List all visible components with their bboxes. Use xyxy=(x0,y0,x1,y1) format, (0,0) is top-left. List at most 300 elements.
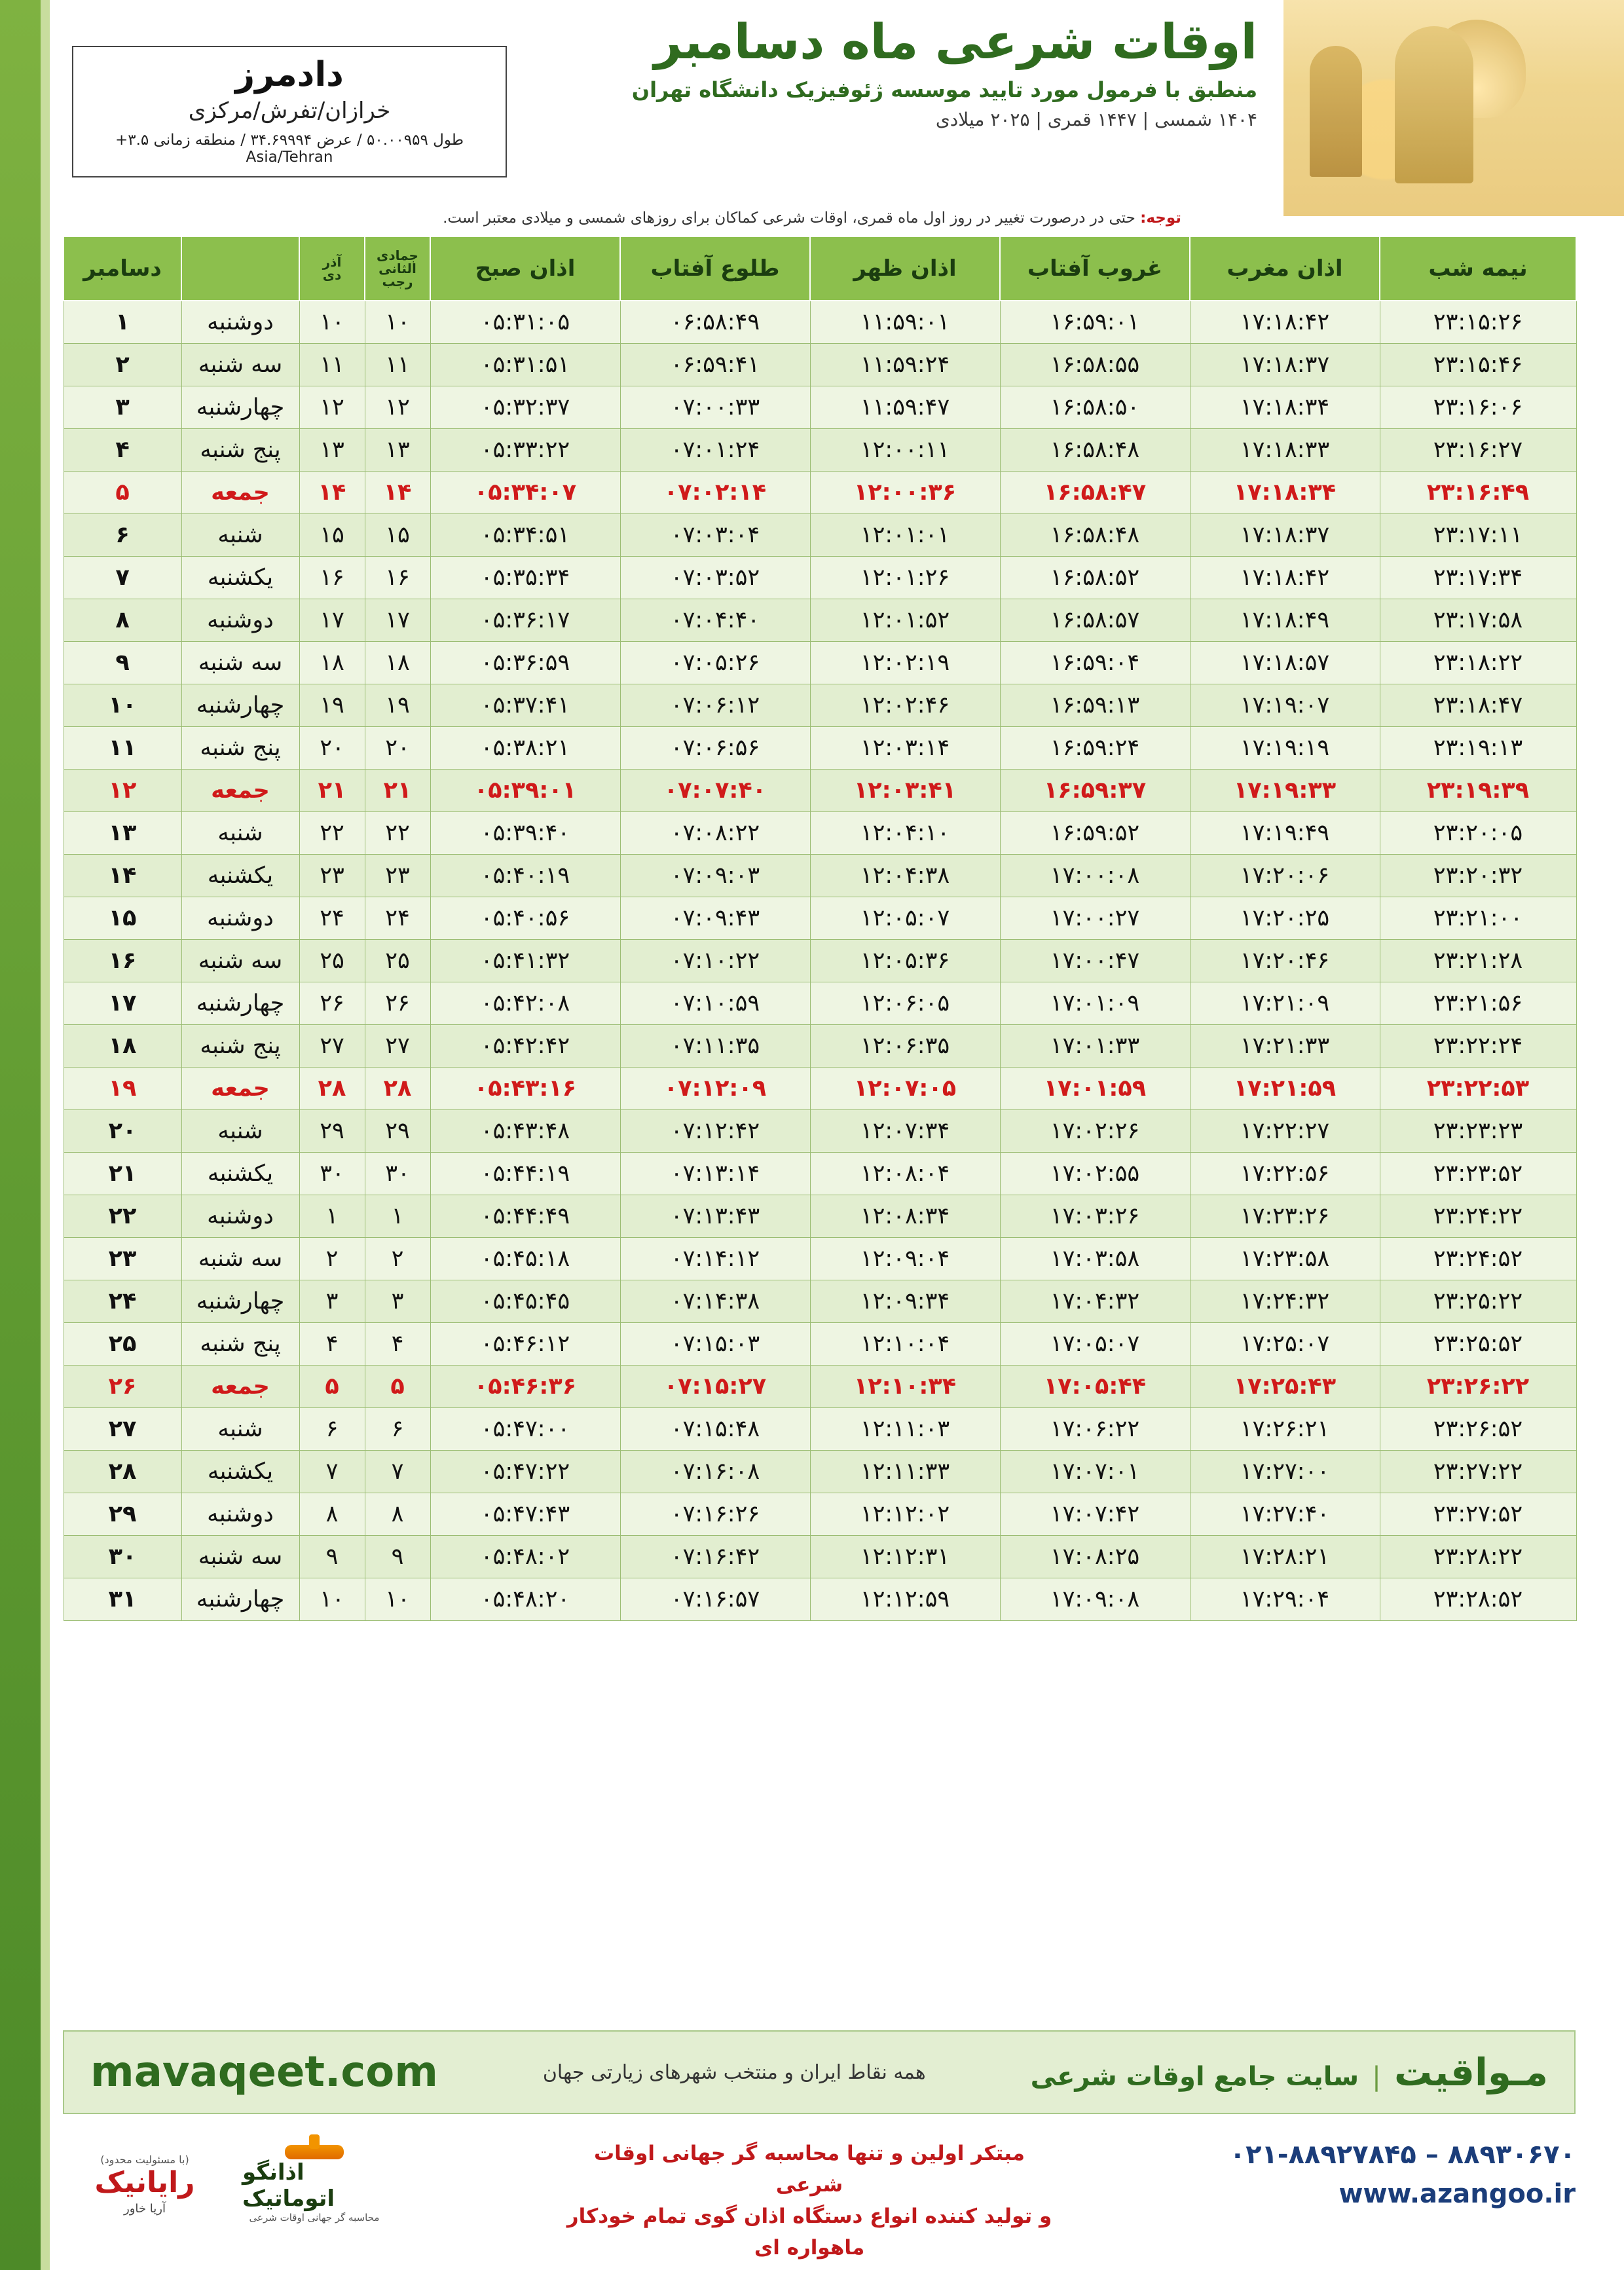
cell-gregorian: ۱۴ xyxy=(64,855,181,897)
cell-dhuhr: ۱۲:۰۲:۴۶ xyxy=(810,684,1000,727)
table-row xyxy=(64,1110,1576,1153)
cell-fajr: ۰۵:۳۲:۳۷ xyxy=(430,386,620,429)
cell-weekday: دوشنبه xyxy=(181,1195,299,1238)
cell-sunset: ۱۶:۵۸:۴۸ xyxy=(1000,514,1190,557)
cell-fajr: ۰۵:۳۳:۲۲ xyxy=(430,429,620,472)
cell-hijri: ۹ xyxy=(365,1536,430,1578)
cell-hijri: ۱۸ xyxy=(365,642,430,684)
col-maghrib: اذان مغرب xyxy=(1190,236,1380,301)
cell-sunset: ۱۷:۰۲:۵۵ xyxy=(1000,1153,1190,1195)
table-row xyxy=(64,982,1576,1025)
cell-gregorian: ۲۵ xyxy=(64,1323,181,1366)
cell-solar: ۲۱ xyxy=(299,770,365,812)
cell-weekday: چهارشنبه xyxy=(181,982,299,1025)
cell-maghrib: ۱۷:۲۳:۵۸ xyxy=(1190,1238,1380,1280)
cell-weekday: جمعه xyxy=(181,472,299,514)
cell-midnight: ۲۳:۲۸:۲۲ xyxy=(1380,1536,1576,1578)
cell-fajr: ۰۵:۴۵:۱۸ xyxy=(430,1238,620,1280)
cell-midnight: ۲۳:۲۱:۲۸ xyxy=(1380,940,1576,982)
footer-desc-line1: مبتکر اولین و تنها محاسبه گر جهانی اوقات شرعی xyxy=(594,2142,1025,2197)
footer-phone: ۰۲۱-۸۸۹۲۷۸۴۵ – ۸۸۹۳۰۶۷۰ xyxy=(1229,2140,1576,2170)
cell-maghrib: ۱۷:۲۹:۰۴ xyxy=(1190,1578,1380,1621)
cell-hijri: ۶ xyxy=(365,1408,430,1451)
cell-solar: ۱۰ xyxy=(299,1578,365,1621)
cell-fajr: ۰۵:۴۸:۰۲ xyxy=(430,1536,620,1578)
city-coordinates: طول ۵۰.۰۰۹۵۹ / عرض ۳۴.۶۹۹۹۴ / منطقه زمانی ۳.۵+ Asia/Tehran xyxy=(115,132,464,166)
cell-weekday: یکشنبه xyxy=(181,1451,299,1493)
cell-midnight: ۲۳:۲۳:۲۳ xyxy=(1380,1110,1576,1153)
cell-gregorian: ۱۵ xyxy=(64,897,181,940)
col-hijri xyxy=(365,236,430,301)
table-row xyxy=(64,514,1576,557)
cell-maghrib: ۱۷:۱۸:۳۳ xyxy=(1190,429,1380,472)
footer-brand-sep: | xyxy=(1372,2062,1381,2092)
cell-maghrib: ۱۷:۱۸:۳۷ xyxy=(1190,514,1380,557)
cell-weekday: دوشنبه xyxy=(181,897,299,940)
cell-weekday: سه شنبه xyxy=(181,344,299,386)
table-row xyxy=(64,557,1576,599)
cell-fajr: ۰۵:۴۲:۴۲ xyxy=(430,1025,620,1068)
cell-maghrib: ۱۷:۲۰:۲۵ xyxy=(1190,897,1380,940)
cell-fajr: ۰۵:۴۵:۴۵ xyxy=(430,1280,620,1323)
cell-dhuhr: ۱۲:۰۳:۱۴ xyxy=(810,727,1000,770)
cell-midnight: ۲۳:۲۲:۲۴ xyxy=(1380,1025,1576,1068)
cell-dhuhr: ۱۲:۰۴:۳۸ xyxy=(810,855,1000,897)
cell-maghrib: ۱۷:۲۲:۲۷ xyxy=(1190,1110,1380,1153)
footer-brand-band xyxy=(63,2030,1576,2114)
cell-sunrise: ۰۷:۰۰:۳۳ xyxy=(620,386,810,429)
cell-weekday: پنج شنبه xyxy=(181,1323,299,1366)
cell-gregorian: ۶ xyxy=(64,514,181,557)
cell-sunrise: ۰۷:۱۶:۵۷ xyxy=(620,1578,810,1621)
cell-sunset: ۱۶:۵۸:۴۷ xyxy=(1000,472,1190,514)
cell-dhuhr: ۱۲:۰۸:۰۴ xyxy=(810,1153,1000,1195)
cell-solar: ۵ xyxy=(299,1366,365,1408)
cell-hijri: ۲۲ xyxy=(365,812,430,855)
table-row xyxy=(64,855,1576,897)
cell-hijri: ۸ xyxy=(365,1493,430,1536)
cell-dhuhr: ۱۲:۰۸:۳۴ xyxy=(810,1195,1000,1238)
cell-solar: ۱۰ xyxy=(299,301,365,344)
cell-fajr: ۰۵:۴۷:۰۰ xyxy=(430,1408,620,1451)
col-fajr: اذان صبح xyxy=(430,236,620,301)
cell-weekday: پنج شنبه xyxy=(181,429,299,472)
cell-fajr: ۰۵:۴۶:۱۲ xyxy=(430,1323,620,1366)
cell-solar: ۱۷ xyxy=(299,599,365,642)
col-solar xyxy=(299,236,365,301)
cell-maghrib: ۱۷:۱۸:۳۴ xyxy=(1190,386,1380,429)
azangoo-icon xyxy=(285,2145,344,2159)
cell-midnight: ۲۳:۱۷:۱۱ xyxy=(1380,514,1576,557)
footer-web[interactable]: www.azangoo.ir xyxy=(1338,2179,1576,2209)
rayanik-logo xyxy=(63,2145,227,2223)
cell-midnight: ۲۳:۱۶:۰۶ xyxy=(1380,386,1576,429)
cell-maghrib: ۱۷:۲۱:۵۹ xyxy=(1190,1068,1380,1110)
cell-gregorian: ۹ xyxy=(64,642,181,684)
cell-hijri: ۲۱ xyxy=(365,770,430,812)
cell-dhuhr: ۱۲:۰۵:۳۶ xyxy=(810,940,1000,982)
table-header-row xyxy=(64,236,1576,301)
cell-gregorian: ۲۲ xyxy=(64,1195,181,1238)
cell-fajr: ۰۵:۳۵:۳۴ xyxy=(430,557,620,599)
table-row xyxy=(64,1025,1576,1068)
cell-sunset: ۱۶:۵۸:۵۵ xyxy=(1000,344,1190,386)
cell-weekday: سه شنبه xyxy=(181,1536,299,1578)
cell-sunset: ۱۷:۰۱:۰۹ xyxy=(1000,982,1190,1025)
cell-weekday: چهارشنبه xyxy=(181,1578,299,1621)
cell-sunrise: ۰۷:۰۳:۰۴ xyxy=(620,514,810,557)
page-subtitle: منطبق با فرمول مورد تایید موسسه ژئوفیزیک دانشگاه تهران xyxy=(631,77,1257,102)
cell-sunset: ۱۶:۵۸:۵۰ xyxy=(1000,386,1190,429)
cell-solar: ۱ xyxy=(299,1195,365,1238)
cell-hijri: ۲ xyxy=(365,1238,430,1280)
footer-bottom xyxy=(63,2129,1576,2260)
cell-sunrise: ۰۷:۰۶:۵۶ xyxy=(620,727,810,770)
cell-maghrib: ۱۷:۲۰:۰۶ xyxy=(1190,855,1380,897)
cell-sunset: ۱۷:۰۹:۰۸ xyxy=(1000,1578,1190,1621)
cell-weekday: جمعه xyxy=(181,770,299,812)
footer-contact xyxy=(1230,2135,1576,2214)
cell-gregorian: ۳ xyxy=(64,386,181,429)
cell-solar: ۱۵ xyxy=(299,514,365,557)
decorative-left-band-inner xyxy=(41,0,50,2270)
cell-sunset: ۱۷:۰۲:۲۶ xyxy=(1000,1110,1190,1153)
cell-sunset: ۱۷:۰۴:۳۲ xyxy=(1000,1280,1190,1323)
footer-description xyxy=(561,2138,1058,2263)
table-row xyxy=(64,1578,1576,1621)
cell-sunset: ۱۶:۵۹:۰۴ xyxy=(1000,642,1190,684)
cell-hijri: ۲۸ xyxy=(365,1068,430,1110)
cell-fajr: ۰۵:۳۹:۰۱ xyxy=(430,770,620,812)
col-sunset: غروب آفتاب xyxy=(1000,236,1190,301)
cell-sunrise: ۰۶:۵۹:۴۱ xyxy=(620,344,810,386)
cell-gregorian: ۳۰ xyxy=(64,1536,181,1578)
table-row xyxy=(64,1408,1576,1451)
cell-midnight: ۲۳:۲۸:۵۲ xyxy=(1380,1578,1576,1621)
cell-gregorian: ۲۴ xyxy=(64,1280,181,1323)
cell-midnight: ۲۳:۲۵:۲۲ xyxy=(1380,1280,1576,1323)
cell-solar: ۳۰ xyxy=(299,1153,365,1195)
cell-hijri: ۱۰ xyxy=(365,1578,430,1621)
cell-weekday: شنبه xyxy=(181,1408,299,1451)
cell-sunset: ۱۶:۵۹:۱۳ xyxy=(1000,684,1190,727)
cell-sunrise: ۰۷:۱۵:۲۷ xyxy=(620,1366,810,1408)
table-row xyxy=(64,770,1576,812)
cell-midnight: ۲۳:۲۲:۵۳ xyxy=(1380,1068,1576,1110)
cell-maghrib: ۱۷:۲۱:۳۳ xyxy=(1190,1025,1380,1068)
cell-gregorian: ۴ xyxy=(64,429,181,472)
footer-logos xyxy=(63,2129,521,2240)
col-dhuhr: اذان ظهر xyxy=(810,236,1000,301)
cell-maghrib: ۱۷:۱۹:۳۳ xyxy=(1190,770,1380,812)
cell-midnight: ۲۳:۲۶:۵۲ xyxy=(1380,1408,1576,1451)
city-info-box xyxy=(72,46,507,177)
cell-dhuhr: ۱۲:۰۲:۱۹ xyxy=(810,642,1000,684)
cell-solar: ۲۶ xyxy=(299,982,365,1025)
cell-solar: ۱۴ xyxy=(299,472,365,514)
cell-gregorian: ۲۹ xyxy=(64,1493,181,1536)
cell-dhuhr: ۱۱:۵۹:۰۱ xyxy=(810,301,1000,344)
title-block xyxy=(432,14,1257,130)
cell-gregorian: ۱ xyxy=(64,301,181,344)
cell-sunrise: ۰۷:۰۹:۰۳ xyxy=(620,855,810,897)
cell-weekday: شنبه xyxy=(181,514,299,557)
cell-sunset: ۱۷:۰۳:۵۸ xyxy=(1000,1238,1190,1280)
table-row xyxy=(64,897,1576,940)
cell-maghrib: ۱۷:۱۸:۴۲ xyxy=(1190,557,1380,599)
cell-hijri: ۱۳ xyxy=(365,429,430,472)
cell-fajr: ۰۵:۴۴:۴۹ xyxy=(430,1195,620,1238)
cell-sunrise: ۰۷:۱۱:۳۵ xyxy=(620,1025,810,1068)
cell-solar: ۴ xyxy=(299,1323,365,1366)
cell-sunset: ۱۷:۰۷:۰۱ xyxy=(1000,1451,1190,1493)
cell-fajr: ۰۵:۳۸:۲۱ xyxy=(430,727,620,770)
cell-maghrib: ۱۷:۲۸:۲۱ xyxy=(1190,1536,1380,1578)
cell-dhuhr: ۱۲:۰۹:۳۴ xyxy=(810,1280,1000,1323)
cell-fajr: ۰۵:۴۱:۳۲ xyxy=(430,940,620,982)
cell-sunrise: ۰۷:۱۰:۵۹ xyxy=(620,982,810,1025)
cell-hijri: ۱ xyxy=(365,1195,430,1238)
cell-sunset: ۱۷:۰۰:۰۸ xyxy=(1000,855,1190,897)
cell-solar: ۶ xyxy=(299,1408,365,1451)
cell-gregorian: ۲۷ xyxy=(64,1408,181,1451)
table-row xyxy=(64,301,1576,344)
azangoo-name: اذانگو اتوماتیک xyxy=(242,2159,335,2212)
cell-sunset: ۱۷:۰۶:۲۲ xyxy=(1000,1408,1190,1451)
cell-dhuhr: ۱۲:۱۰:۳۴ xyxy=(810,1366,1000,1408)
cell-solar: ۱۶ xyxy=(299,557,365,599)
rayanik-top: (با مسئولیت محدود) xyxy=(100,2153,189,2166)
col-hijri-bottom: رجب xyxy=(382,274,413,289)
cell-sunset: ۱۷:۰۳:۲۶ xyxy=(1000,1195,1190,1238)
cell-hijri: ۲۶ xyxy=(365,982,430,1025)
cell-gregorian: ۱۲ xyxy=(64,770,181,812)
cell-gregorian: ۲ xyxy=(64,344,181,386)
cell-solar: ۲۹ xyxy=(299,1110,365,1153)
cell-fajr: ۰۵:۳۷:۴۱ xyxy=(430,684,620,727)
cell-fajr: ۰۵:۳۶:۵۹ xyxy=(430,642,620,684)
note-text: حتی در درصورت تغییر در روز اول ماه قمری، اوقات شرعی کماکان برای روزهای شمسی و میلادی معتبر است. xyxy=(443,210,1135,227)
footer-brand-mid: همه نقاط ایران و منتخب شهرهای زیارتی جهان xyxy=(542,2060,926,2084)
col-solar-bottom: دی xyxy=(322,267,342,283)
table-row xyxy=(64,1280,1576,1323)
cell-sunrise: ۰۷:۱۴:۱۲ xyxy=(620,1238,810,1280)
cell-maghrib: ۱۷:۱۸:۴۹ xyxy=(1190,599,1380,642)
col-midnight: نیمه شب xyxy=(1380,236,1576,301)
cell-hijri: ۱۴ xyxy=(365,472,430,514)
col-weekday xyxy=(181,236,299,301)
cell-sunrise: ۰۷:۱۶:۴۲ xyxy=(620,1536,810,1578)
cell-sunset: ۱۶:۵۹:۲۴ xyxy=(1000,727,1190,770)
table-row xyxy=(64,1153,1576,1195)
cell-gregorian: ۲۶ xyxy=(64,1366,181,1408)
cell-weekday: یکشنبه xyxy=(181,855,299,897)
table-row xyxy=(64,940,1576,982)
cell-hijri: ۱۲ xyxy=(365,386,430,429)
note-line xyxy=(0,210,1624,227)
cell-fajr: ۰۵:۴۰:۱۹ xyxy=(430,855,620,897)
cell-solar: ۹ xyxy=(299,1536,365,1578)
cell-fajr: ۰۵:۴۳:۴۸ xyxy=(430,1110,620,1153)
cell-dhuhr: ۱۲:۱۰:۰۴ xyxy=(810,1323,1000,1366)
cell-hijri: ۱۶ xyxy=(365,557,430,599)
cell-maghrib: ۱۷:۲۷:۰۰ xyxy=(1190,1451,1380,1493)
cell-maghrib: ۱۷:۱۸:۴۲ xyxy=(1190,301,1380,344)
cell-sunrise: ۰۷:۱۶:۲۶ xyxy=(620,1493,810,1536)
page-title: اوقات شرعی ماه دسامبر xyxy=(654,14,1257,70)
cell-solar: ۲۵ xyxy=(299,940,365,982)
cell-hijri: ۲۴ xyxy=(365,897,430,940)
cell-midnight: ۲۳:۲۶:۲۲ xyxy=(1380,1366,1576,1408)
rayanik-name: رایانیک xyxy=(94,2165,195,2199)
cell-solar: ۲۴ xyxy=(299,897,365,940)
cell-fajr: ۰۵:۳۴:۰۷ xyxy=(430,472,620,514)
cell-maghrib: ۱۷:۱۸:۵۷ xyxy=(1190,642,1380,684)
cell-dhuhr: ۱۲:۱۲:۳۱ xyxy=(810,1536,1000,1578)
cell-weekday: سه شنبه xyxy=(181,1238,299,1280)
cell-weekday: جمعه xyxy=(181,1366,299,1408)
cell-sunset: ۱۶:۵۸:۵۲ xyxy=(1000,557,1190,599)
cell-sunset: ۱۷:۰۸:۲۵ xyxy=(1000,1536,1190,1578)
cell-weekday: دوشنبه xyxy=(181,599,299,642)
cell-hijri: ۱۹ xyxy=(365,684,430,727)
footer-desc-line2: و تولید کننده انواع دستگاه اذان گوی تمام خودکار ماهواره ای xyxy=(566,2205,1052,2260)
cell-solar: ۲۷ xyxy=(299,1025,365,1068)
cell-fajr: ۰۵:۴۲:۰۸ xyxy=(430,982,620,1025)
cell-midnight: ۲۳:۲۷:۵۲ xyxy=(1380,1493,1576,1536)
cell-dhuhr: ۱۲:۰۶:۰۵ xyxy=(810,982,1000,1025)
cell-gregorian: ۱۳ xyxy=(64,812,181,855)
cell-fajr: ۰۵:۴۳:۱۶ xyxy=(430,1068,620,1110)
cell-solar: ۳ xyxy=(299,1280,365,1323)
col-sunrise: طلوع آفتاب xyxy=(620,236,810,301)
cell-dhuhr: ۱۲:۱۱:۳۳ xyxy=(810,1451,1000,1493)
cell-sunrise: ۰۷:۱۴:۳۸ xyxy=(620,1280,810,1323)
cell-sunset: ۱۶:۵۹:۳۷ xyxy=(1000,770,1190,812)
cell-sunset: ۱۷:۰۱:۳۳ xyxy=(1000,1025,1190,1068)
cell-hijri: ۱۰ xyxy=(365,301,430,344)
cell-fajr: ۰۵:۴۶:۳۶ xyxy=(430,1366,620,1408)
table-row xyxy=(64,1323,1576,1366)
cell-hijri: ۱۵ xyxy=(365,514,430,557)
cell-hijri: ۵ xyxy=(365,1366,430,1408)
cell-gregorian: ۳۱ xyxy=(64,1578,181,1621)
mosque-illustration xyxy=(1283,0,1624,216)
azangoo-sub: محاسبه گر جهانی اوقات شرعی xyxy=(249,2212,380,2223)
cell-weekday: دوشنبه xyxy=(181,1493,299,1536)
cell-sunset: ۱۶:۵۸:۴۸ xyxy=(1000,429,1190,472)
cell-sunrise: ۰۷:۰۷:۴۰ xyxy=(620,770,810,812)
cell-hijri: ۷ xyxy=(365,1451,430,1493)
cell-gregorian: ۲۱ xyxy=(64,1153,181,1195)
cell-hijri: ۳۰ xyxy=(365,1153,430,1195)
cell-solar: ۲۳ xyxy=(299,855,365,897)
cell-sunset: ۱۷:۰۰:۲۷ xyxy=(1000,897,1190,940)
cell-sunset: ۱۷:۰۰:۴۷ xyxy=(1000,940,1190,982)
cell-gregorian: ۱۹ xyxy=(64,1068,181,1110)
cell-sunrise: ۰۷:۱۳:۴۳ xyxy=(620,1195,810,1238)
cell-weekday: پنج شنبه xyxy=(181,727,299,770)
cell-hijri: ۲۰ xyxy=(365,727,430,770)
cell-dhuhr: ۱۱:۵۹:۲۴ xyxy=(810,344,1000,386)
col-hijri-top: جمادی الثانی xyxy=(377,248,418,276)
table-row xyxy=(64,1238,1576,1280)
cell-midnight: ۲۳:۱۶:۲۷ xyxy=(1380,429,1576,472)
dome-icon xyxy=(1428,20,1526,118)
cell-midnight: ۲۳:۱۵:۲۶ xyxy=(1380,301,1576,344)
decorative-left-band xyxy=(0,0,41,2270)
cell-maghrib: ۱۷:۲۳:۲۶ xyxy=(1190,1195,1380,1238)
cell-gregorian: ۱۶ xyxy=(64,940,181,982)
prayer-times-table xyxy=(63,236,1577,1621)
cell-gregorian: ۵ xyxy=(64,472,181,514)
table-row xyxy=(64,1068,1576,1110)
cell-midnight: ۲۳:۲۴:۵۲ xyxy=(1380,1238,1576,1280)
cell-gregorian: ۷ xyxy=(64,557,181,599)
cell-fajr: ۰۵:۳۶:۱۷ xyxy=(430,599,620,642)
footer-brand-tag: سایت جامع اوقات شرعی xyxy=(1030,2062,1359,2092)
cell-solar: ۲۲ xyxy=(299,812,365,855)
table-body xyxy=(64,301,1576,1621)
cell-midnight: ۲۳:۲۷:۲۲ xyxy=(1380,1451,1576,1493)
cell-midnight: ۲۳:۲۵:۵۲ xyxy=(1380,1323,1576,1366)
cell-fajr: ۰۵:۳۴:۵۱ xyxy=(430,514,620,557)
cell-sunset: ۱۷:۰۵:۰۷ xyxy=(1000,1323,1190,1366)
cell-midnight: ۲۳:۲۱:۵۶ xyxy=(1380,982,1576,1025)
cell-dhuhr: ۱۲:۰۱:۰۱ xyxy=(810,514,1000,557)
cell-midnight: ۲۳:۲۱:۰۰ xyxy=(1380,897,1576,940)
cell-weekday: سه شنبه xyxy=(181,940,299,982)
cell-sunrise: ۰۷:۰۹:۴۳ xyxy=(620,897,810,940)
cell-sunrise: ۰۷:۱۵:۰۳ xyxy=(620,1323,810,1366)
city-name: دادمرز xyxy=(235,55,344,94)
cell-weekday: چهارشنبه xyxy=(181,684,299,727)
cell-dhuhr: ۱۲:۰۶:۳۵ xyxy=(810,1025,1000,1068)
city-province: خرازان/تفرش/مرکزی xyxy=(188,98,391,124)
cell-dhuhr: ۱۲:۰۱:۵۲ xyxy=(810,599,1000,642)
cell-dhuhr: ۱۲:۰۹:۰۴ xyxy=(810,1238,1000,1280)
cell-solar: ۲۰ xyxy=(299,727,365,770)
cell-weekday: شنبه xyxy=(181,812,299,855)
cell-hijri: ۴ xyxy=(365,1323,430,1366)
cell-midnight: ۲۳:۱۷:۵۸ xyxy=(1380,599,1576,642)
cell-hijri: ۱۷ xyxy=(365,599,430,642)
cell-maghrib: ۱۷:۱۸:۳۴ xyxy=(1190,472,1380,514)
cell-fajr: ۰۵:۴۸:۲۰ xyxy=(430,1578,620,1621)
cell-midnight: ۲۳:۱۸:۴۷ xyxy=(1380,684,1576,727)
cell-maghrib: ۱۷:۲۰:۴۶ xyxy=(1190,940,1380,982)
rayanik-sub: آریا خاور xyxy=(124,2201,166,2216)
cell-solar: ۲۸ xyxy=(299,1068,365,1110)
cell-maghrib: ۱۷:۱۹:۰۷ xyxy=(1190,684,1380,727)
cell-midnight: ۲۳:۱۷:۳۴ xyxy=(1380,557,1576,599)
cell-solar: ۱۸ xyxy=(299,642,365,684)
table-row xyxy=(64,1451,1576,1493)
cell-dhuhr: ۱۲:۱۲:۰۲ xyxy=(810,1493,1000,1536)
cell-hijri: ۲۹ xyxy=(365,1110,430,1153)
cell-sunrise: ۰۷:۰۶:۱۲ xyxy=(620,684,810,727)
cell-sunrise: ۰۷:۱۲:۴۲ xyxy=(620,1110,810,1153)
cell-sunrise: ۰۷:۰۱:۲۴ xyxy=(620,429,810,472)
footer-site-url[interactable]: mavaqeet.com xyxy=(90,2048,438,2096)
cell-fajr: ۰۵:۴۷:۴۳ xyxy=(430,1493,620,1536)
cell-maghrib: ۱۷:۲۱:۰۹ xyxy=(1190,982,1380,1025)
cell-sunrise: ۰۷:۰۵:۲۶ xyxy=(620,642,810,684)
cell-weekday: جمعه xyxy=(181,1068,299,1110)
cell-weekday: شنبه xyxy=(181,1110,299,1153)
cell-dhuhr: ۱۱:۵۹:۴۷ xyxy=(810,386,1000,429)
cell-weekday: چهارشنبه xyxy=(181,1280,299,1323)
